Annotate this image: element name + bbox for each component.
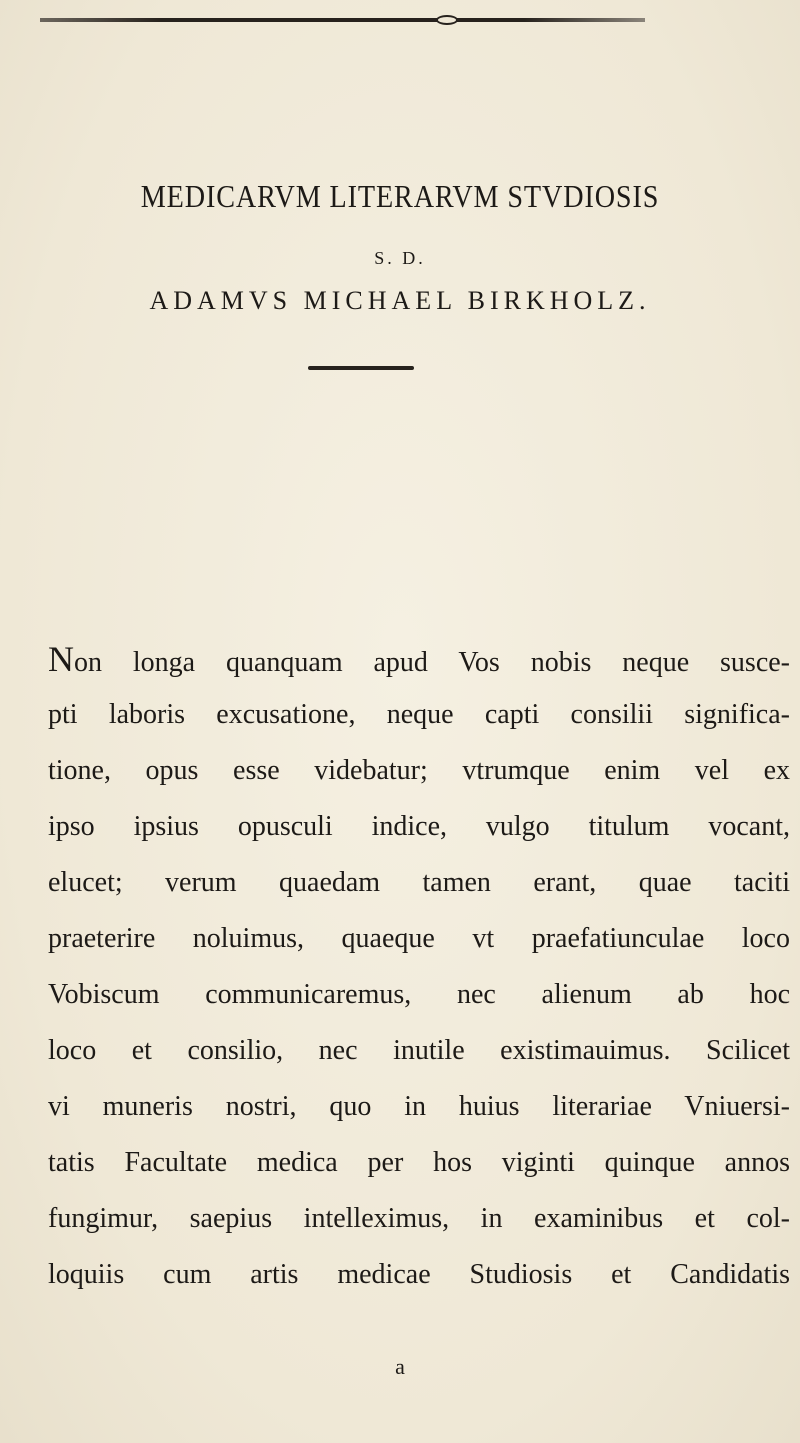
body-line-text: on longa quanquam apud Vos nobis neque susce- bbox=[74, 647, 790, 678]
author-name: ADAMVS MICHAEL BIRKHOLZ. bbox=[149, 286, 651, 315]
body-line-2: pti laboris excusatione, neque capti consilii significa- bbox=[48, 699, 790, 730]
body-line-6: praeterire noluimus, quaeque vt praefatiunculae loco bbox=[48, 923, 790, 954]
signature-mark: a bbox=[395, 1354, 405, 1379]
rule-ornament bbox=[436, 15, 458, 25]
body-line-7: Vobiscum communicaremus, nec alienum ab hoc bbox=[48, 979, 790, 1010]
salutation: S. D. bbox=[374, 248, 426, 268]
drop-cap: N bbox=[48, 639, 74, 679]
top-ornamental-rule bbox=[40, 18, 645, 22]
body-line-9: vi muneris nostri, quo in huius literariae Vniuersi- bbox=[48, 1091, 790, 1122]
body-line-4: ipso ipsius opusculi indice, vulgo titulum vocant, bbox=[48, 811, 790, 842]
body-line-5: elucet; verum quaedam tamen erant, quae taciti bbox=[48, 867, 790, 898]
body-line-3: tione, opus esse videbatur; vtrumque enim vel ex bbox=[48, 755, 790, 786]
body-line-8: loco et consilio, nec inutile existimauimus. Scilicet bbox=[48, 1035, 790, 1066]
body-line-1 bbox=[48, 640, 790, 682]
body-line-10: tatis Facultate medica per hos viginti quinque annos bbox=[48, 1147, 790, 1178]
body-line-12: loquiis cum artis medicae Studiosis et Candidatis bbox=[48, 1259, 790, 1290]
section-divider bbox=[308, 366, 414, 370]
body-line-11: fungimur, saepius intelleximus, in examinibus et col- bbox=[48, 1203, 790, 1234]
dedication-heading: MEDICARVM LITERARVM STVDIOSIS bbox=[140, 178, 660, 214]
